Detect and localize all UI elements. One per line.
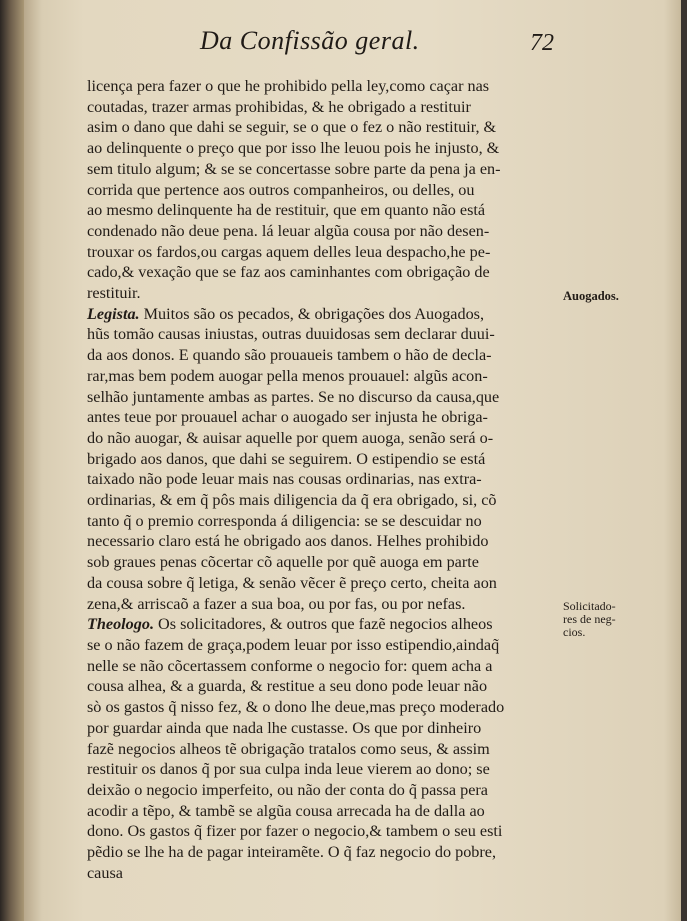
speaker-label: Legista.: [87, 304, 140, 323]
text-line: nelle se não cõcertassem conforme o negocio for: quem acha a: [87, 656, 493, 675]
text-line: Legista. Muitos são os pecados, & obrigações dos Auogados,: [87, 304, 485, 323]
text-line: zena,& arriscaõ a fazer a sua boa, ou por fas, ou por nefas.: [87, 594, 466, 613]
text-line: do não auogar, & auisar aquelle por quem auoga, senão será o-: [87, 428, 494, 447]
text-line: fazẽ negocios alheos tẽ obrigação tratalos como seus, & assim: [87, 739, 490, 758]
text-line: dono. Os gastos q̃ fizer por fazer o negocio,& tambem o seu esti: [87, 822, 503, 841]
text-line: sò os gastos q̃ nisso fez, & o dono lhe deue,mas preço moderado: [87, 698, 505, 717]
margin-note-line: Solicitado-: [563, 599, 616, 613]
text-line: da aos donos. E quando são prouaueis tambem o hão de decla-: [87, 346, 492, 365]
text-line: ao mesmo delinquente ha de restituir, que em quanto não está: [87, 201, 486, 220]
margin-note-line: res de neg-: [563, 612, 616, 626]
text-line: cousa alhea, & a guarda, & restitue a seu dono pode leuar não: [87, 677, 488, 696]
text-line: cado,& vexação que se faz aos caminhantes com obrigação de: [87, 263, 490, 282]
text-line: hũs tomão causas iniustas, outras duuidosas sem declarar duui-: [87, 325, 495, 344]
text-line: pẽdio se lhe ha de pagar inteiramẽte. O q̃ faz negocio do pobre,: [87, 843, 497, 862]
text-line: rar,mas bem podem auogar pella menos prouauel: algũs acon-: [87, 366, 488, 385]
text-line: tanto q̃ o premio corresponda á diligencia: se se descuidar no: [87, 511, 482, 530]
text-line: necessario claro está he obrigado aos danos. Helhes prohibido: [87, 532, 489, 551]
text-line: coutadas, trazer armas prohibidas, & he obrigado a restituir: [87, 97, 471, 116]
text-line: acodir a tẽpo, & tambẽ se algũa cousa arrecada ha de dalla ao: [87, 801, 485, 820]
text-line: da cousa sobre q̃ letiga, & senão vẽcer ẽ preço certo, cheita aon: [87, 573, 497, 592]
margin-note-solicitadores: [563, 600, 616, 639]
text-line: Theologo. Os solicitadores, & outros que fazẽ negocios alheos: [87, 615, 493, 634]
show-through-text: [584, 150, 674, 190]
text-line: sem titulo algum; & se se concertasse sobre parte da pena ja en-: [87, 159, 501, 178]
running-header: Da Confissão geral.: [200, 26, 420, 55]
text-line: asim o dano que dahi se seguir, se o que o fez o não restituir, &: [87, 118, 497, 137]
text-line: restituir os danos q̃ por sua culpa inda leue vierem ao dono; se: [87, 760, 490, 779]
text-line: corrida que pertence aos outros companheiros, ou delles, ou: [87, 180, 475, 199]
text-line: antes teue por prouauel achar o auogado ser injusta he obriga-: [87, 408, 488, 427]
text-line: deixão o negocio imperfeito, ou não der conta do q̃ passa pera: [87, 780, 488, 799]
text-line: taixado não pode leuar mais nas cousas ordinarias, nas extra-: [87, 470, 482, 489]
text-line: causa: [87, 863, 123, 882]
text-line: licença pera fazer o que he prohibido pella ley,como caçar nas: [87, 77, 490, 95]
text-line: condenado não deue pena. lá leuar algũa cousa por não desen-: [87, 221, 490, 240]
text-line: sob graues penas cõcertar cõ aquelle por quẽ auoga em parte: [87, 553, 479, 572]
text-line: ao delinquente o preço que por isso lhe leuou pois he injusto, &: [87, 139, 500, 158]
speaker-label: Theologo.: [87, 615, 154, 634]
text-line: selhão juntamente ambas as partes. Se no discurso da causa,que: [87, 387, 500, 406]
page-number: 72: [530, 30, 554, 56]
text-line: restituir.: [87, 284, 141, 303]
margin-note-line: cios.: [563, 625, 586, 639]
text-line: brigado aos danos, que dahi se seguirem. O estipendio se está: [87, 449, 486, 468]
text-line: por guardar ainda que nada lhe custasse. Os que por dinheiro: [87, 718, 482, 737]
text-line: ordinarias, & em q̃ pôs mais diligencia da q̃ era obrigado, si, cõ: [87, 491, 497, 510]
book-gutter: [0, 0, 24, 921]
body-text: [87, 76, 557, 883]
margin-note-avogados: Auogados.: [563, 289, 619, 303]
text-line: trouxar os fardos,ou cargas aquem delles leua despacho,he pe-: [87, 242, 491, 261]
text-line: se o não fazem de graça,podem leuar por isso estipendio,aindaq̃: [87, 635, 500, 654]
